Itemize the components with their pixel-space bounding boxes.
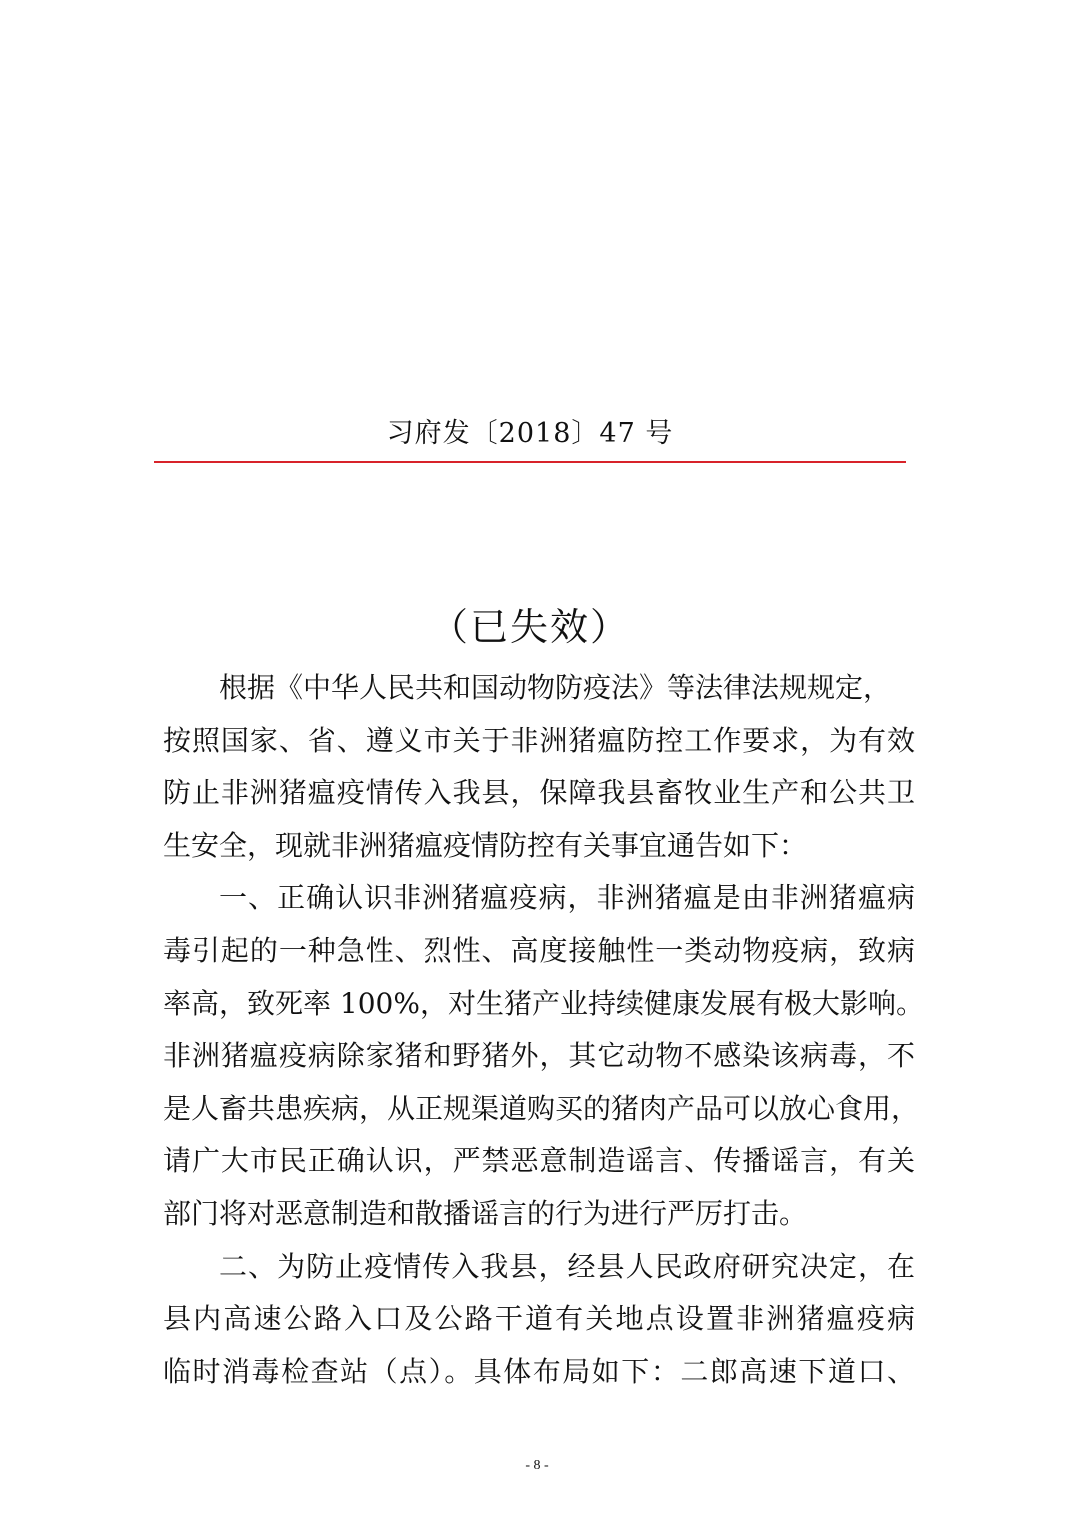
- body-line: 根据《中华人民共和国动物防疫法》等法律法规规定，: [219, 671, 892, 704]
- body-line: 非洲猪瘟疫病除家猪和野猪外，其它动物不感染该病毒，不: [163, 1039, 915, 1073]
- body-line: 率高，致死率 100%，对生猪产业持续健康发展有极大影响。: [163, 986, 924, 1020]
- body-line: 防止非洲猪瘟疫情传入我县，保障我县畜牧业生产和公共卫: [163, 776, 915, 810]
- body-line: 是人畜共患疾病，从正规渠道购买的猪肉产品可以放心食用，: [163, 1091, 920, 1125]
- body-line: 按照国家、省、遵义市关于非洲猪瘟防控工作要求，为有效: [163, 723, 915, 757]
- status-label: （已失效）: [429, 605, 630, 649]
- body-line: 请广大市民正确认识，严禁恶意制造谣言、传播谣言，有关: [163, 1144, 915, 1178]
- notice-body: [163, 662, 924, 1398]
- body-line: 部门将对恶意制造和散播谣言的行为进行严厉打击。: [163, 1196, 808, 1230]
- document-number: 习府发〔2018〕47 号: [386, 418, 674, 449]
- body-line: 临时消毒检查站（点）。具体布局如下：二郎高速下道口、: [163, 1354, 915, 1388]
- body-line: 二、为防止疫情传入我县，经县人民政府研究决定，在: [219, 1249, 915, 1283]
- body-line: 毒引起的一种急性、烈性、高度接触性一类动物疫病，致病: [163, 933, 915, 967]
- body-line: 生安全，现就非洲猪瘟疫情防控有关事宜通告如下：: [163, 828, 808, 862]
- body-line: 县内高速公路入口及公路干道有关地点设置非洲猪瘟疫病: [163, 1302, 915, 1336]
- body-line: 一、正确认识非洲猪瘟疫病，非洲猪瘟是由非洲猪瘟病: [219, 881, 915, 915]
- red-divider-line: [154, 461, 906, 463]
- page-number: - 8 -: [525, 1458, 549, 1473]
